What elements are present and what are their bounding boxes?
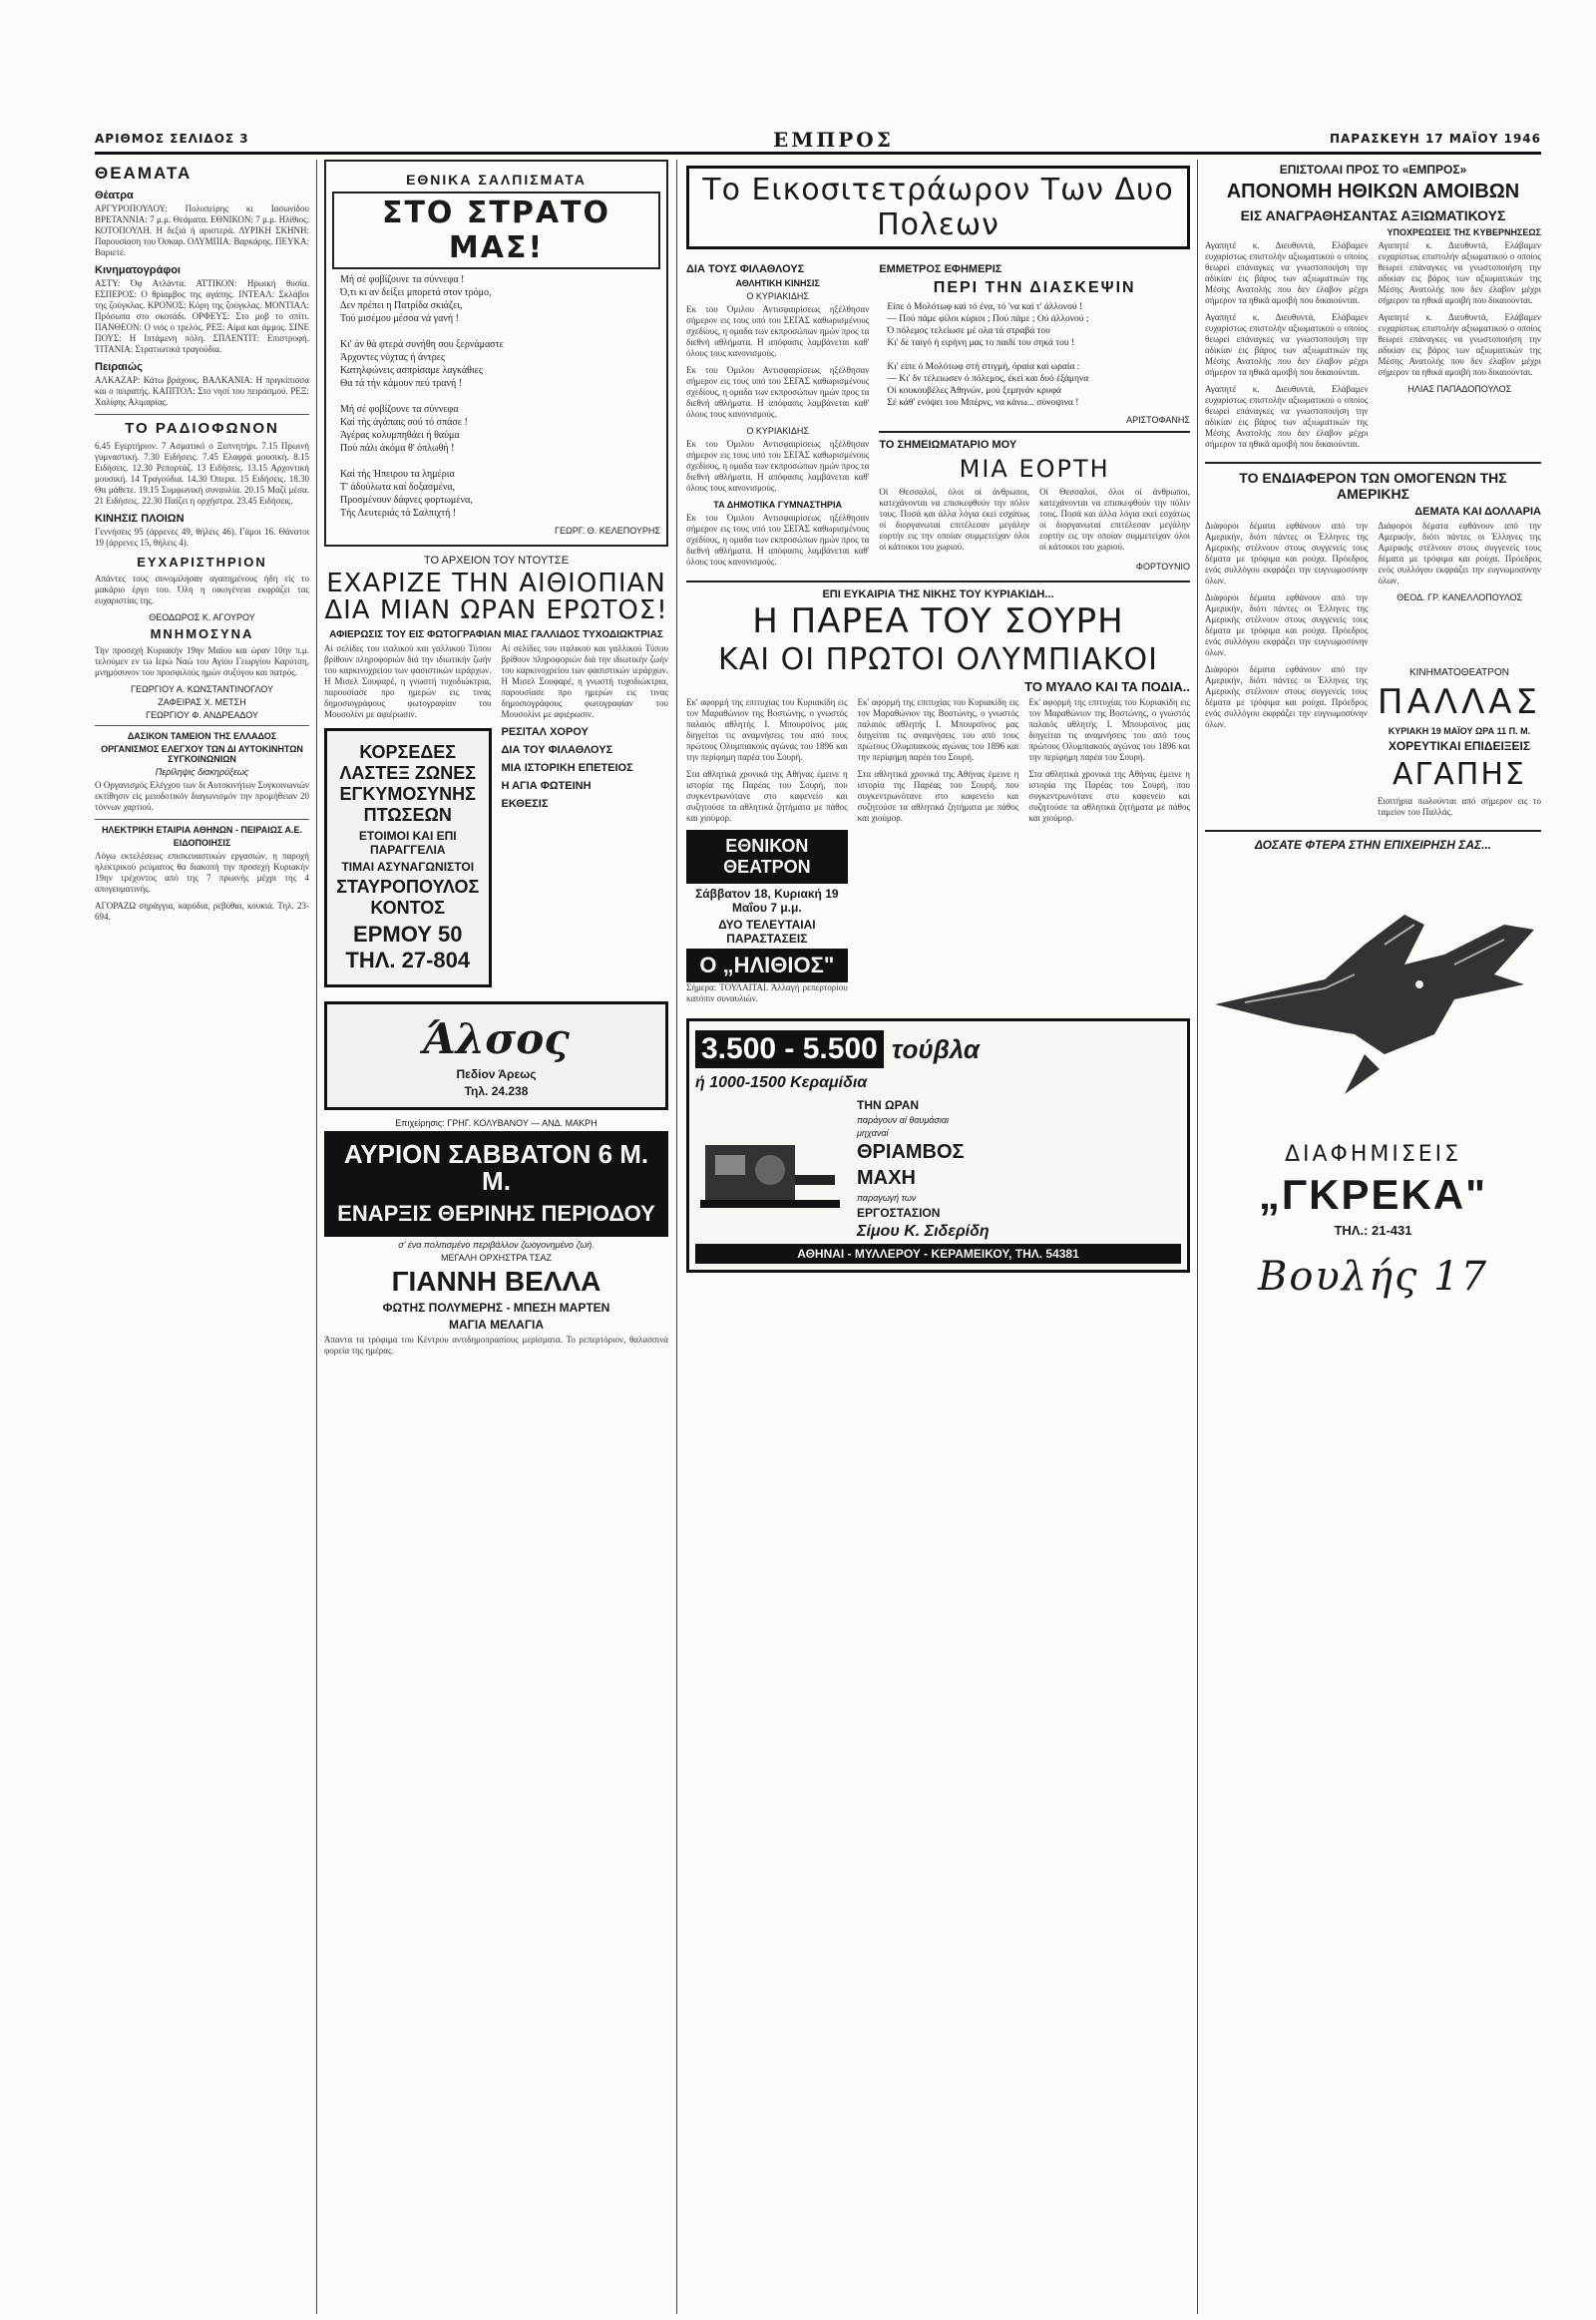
memorial-signature: ΖΑΦΕΙΡΑΣ Χ. ΜΕΤΣΗ <box>158 697 246 707</box>
sports-text: Εκ του Όμιλου Αντισφαιρίσεως ηξέλθησαν σήμερον εις τους υπό του ΣΕΓΑΣ καθωρισμένους σχεδίους, η ομαδα των εκπροσώπων ημών προς τα διεθνή αθλήματα. Η απόφασις λαμβάνεται καθ' όλους τους κανονισμούς. <box>686 304 870 358</box>
theamata-heading: ΘΕΑΜΑΤΑ <box>95 164 193 183</box>
soures-company-headline: Η ΠΑΡΕΑ ΤΟΥ ΣΟΥΡΗ <box>752 601 1124 641</box>
produced-by-label: παράγουν αί θαυμάσιαι <box>857 1115 949 1126</box>
agapis-title: ΑΓΑΠΗΣ <box>1393 757 1526 792</box>
national-theatre-ad <box>686 830 848 884</box>
parcels-text: Διάφοροι δέματα εφθάνουν από την Αμερικήν, διότι πάντες οι Έλληνες της Αμερικής στέλνουν στους συγγενείς τους δέματα με τρόφιμα και ρούχα. Πρόεδρος ενός συλλόγου εκφράζει την ευγνωμοσύνην όλων. <box>1205 521 1369 585</box>
corsets-ad-prices: ΤΙΜΑΙ ΑΣΥΝΑΓΩΝΙΣΤΟΙ <box>341 859 475 874</box>
brick-ad-address: ΑΘΗΝΑΙ - ΜΥΛΛΕΡΟΥ - ΚΕΡΑΜΕΙΚΟΥ, ΤΗΛ. 54381 <box>797 1247 1079 1262</box>
feast-heading: ΜΙΑ ΕΟΡΤΗ <box>959 455 1110 483</box>
divider <box>1205 462 1541 464</box>
soures-text-5: Εκ' αφορμή της επιτυχίας του Κυριακίδη εις τον Μαραθώνιον της Βοστώνης, ο γνωστός παλαιός αθλητής Ι. Μπουρσίνος μας διηγείται τις αναμνήσεις του από τους πρώτους Ολυμπιακούς αγώνας του 1896 και την περίφημη παρέα του Σουρή. <box>1028 697 1190 763</box>
piraeus-text: ΑΛΚΑΖΑΡ: Κάτω βράχους. ΒΑΛΚΑΝΙΑ: Η πριγκίπισσα και ο πειρατής. ΚΑΠΙΤΟΛ: Στο νησί του πειρασμού. ΡΕΞ: Χαλίφης Αλιμαρίας. <box>95 375 309 407</box>
poem-box <box>324 160 668 547</box>
last-performances: ΔΥΟ ΤΕΛΕΥΤΑΙΑΙ ΠΑΡΑΣΤΑΣΕΙΣ <box>718 918 816 947</box>
awards-headline: ΑΠΟΝΟΜΗ ΗΘΙΚΩΝ ΑΜΟΙΒΩΝ <box>1226 181 1520 202</box>
national-theatre-title: ΕΘΝΙΚΟΝ ΘΕΑΤΡΟΝ <box>723 836 811 878</box>
column-rule <box>676 160 677 2314</box>
conference-author: ΑΡΙΣΤΟΦΑΝΗΣ <box>1126 415 1190 425</box>
classified-ad: ΑΓΟΡΑΖΩ σηράγγια, καρύδια, ρεβύθια, κουκιά. Τηλ. 23-694. <box>95 901 309 922</box>
dance-shows: ΧΟΡΕΥΤΙΚΑΙ ΕΠΙΔΕΙΞΕΙΣ <box>1388 739 1531 753</box>
corsets-ad-ready: ΕΤΟΙΜΟΙ ΚΑΙ ΕΠΙ ΠΑΡΑΓΓΕΛΙΑ <box>358 828 457 857</box>
parcels-signature: ΘΕΟΔ. ΓΡ. ΚΑΝΕΛΛΟΠΟΥΛΟΣ <box>1396 592 1523 602</box>
piraeus-subheading: Πειραιώς <box>95 361 143 373</box>
twentyfour-hours-banner <box>686 166 1190 249</box>
to-our-army-title: ΣΤΟ ΣΤΡΑΤΟ ΜΑΣ! <box>332 192 660 269</box>
simos-sideridis: Σίμου Κ. Σιδερίδη <box>857 1223 990 1241</box>
alsos-title: Άλσος <box>423 1013 570 1063</box>
cinemas-text: ΑΣΤΥ: Όφ Ατλάντα. ΑΤΤΙΚΟΝ: Ηρωική θυσία. ΕΣΠΕΡΟΣ: Ο θρίαμβος της αγάπης. ΙΝΤΕΑΛ: Σκλάβοι της ζούγκλας. ΚΡΟΝΟΣ: Κόρη της ζούγκλας. ΜΟΝΤΙΑΛ: Πρόσωπα στο σκοτάδι. ΟΡΦΕΥΣ: Στο μοβ το σπίτι. ΠΑΝΘΕΟΝ: Ο νιός ο τρελός. ΡΕΞ: Αίμα και άμμος. ΣΙΝΕ ΠΟΥΣ: Η Ιπτάμενη πόλη. ΣΠΛΕΝΤΙΤ: Επιστροφή. ΤΙΤΑΝΙΑ: Στρατιωτικά τραγούδια. <box>95 278 309 354</box>
column-right <box>1205 160 1541 2314</box>
brick-machine-ad <box>686 1018 1190 1273</box>
pallas-title: ΠΑΛΛΑΣ <box>1377 682 1541 722</box>
column-rule <box>316 160 317 2314</box>
soures-text-6: Στα αθλητικά χρονικά της Αθήνας έμεινε η ιστορία της Παρέας του Σουρή, που συγκεντρωνότανε στο καφενείο και συζητούσε τα αθλητικά ζητήματα με πάθος και χιούμορ. <box>1028 769 1190 824</box>
corsets-ad <box>324 728 492 987</box>
ethiopia-text-continued: Αί σελίδες του ιταλικού και γαλλικού Τύπου βρίθουν πληροφοριών διά την ιδιωτικήν ζωήν του καρκινοχρείου των φασιστικών ιεράρχων. Η Μισελ Σουφαρέ, η γνωστή τυχοδιώκτρια, παρουσίασε προ ημερών εις τινας δημοσιογράφους φωτογραφίαν του Μουσολίνι με αφιέρωσιν. <box>501 642 668 719</box>
per-hour-label: ΤΗΝ ΩΡΑΝ <box>857 1098 920 1113</box>
column-features <box>324 160 668 2314</box>
tiles-label: ή 1000-1500 Κεραμίδια <box>695 1074 868 1092</box>
memorial-signature: ΓΕΩΡΓΙΟΥ Α. ΚΩΝΣΤΑΝΤΙΝΟΓΛΟΥ <box>131 684 273 694</box>
kyriakidis-kicker: ΕΠΙ ΕΥΚΑΙΡΙΑ ΤΗΣ ΝΙΚΗΣ ΤΟΥ ΚΥΡΙΑΚΙΔΗ... <box>822 588 1054 600</box>
soures-text-4: Στα αθλητικά χρονικά της Αθήνας έμεινε η ιστορία της Παρέας του Σουρή, που συγκεντρωνότανε στο καφενείο και συζητούσε τα αθλητικά ζητήματα με πάθος και χιούμορ. <box>857 769 1019 824</box>
memorial-signature: ΓΕΩΡΓΙΟΥ Φ. ΑΝΔΡΕΑΔΟΥ <box>146 710 258 720</box>
summer-season-start: ΕΝΑΡΞΙΣ ΘΕΡΙΝΗΣ ΠΕΡΙΟΔΟΥ <box>337 1201 655 1227</box>
parcels-text-2: Διάφοροι δέματα εφθάνουν από την Αμερικήν, διότι πάντες οι Έλληνες της Αμερικής στέλνουν στους συγγενείς τους δέματα με τρόφιμα και ρούχα. Πρόεδρος ενός συλλόγου εκφράζει την ευγνωμοσύνην όλων. <box>1205 592 1369 657</box>
exhibition-heading: ΕΚΘΕΣΙΣ <box>501 797 549 810</box>
magia-melagia: ΜΑΓΙΑ ΜΕΛΑΓΙΑ <box>448 1318 545 1333</box>
page-number-label: ΑΡΙΘΜΟΣ ΣΕΛΙΔΟΣ 3 <box>95 132 249 146</box>
twentyfour-hours-title: Το Εικοσιτετράωρον Των Δυο Πολεων <box>702 173 1174 242</box>
letters-text-4: Αγαπητέ κ. Διευθυντά, Ελάβαμεν ευχαρίστως επιστολήν αξιωματικού ο οποίος θεωρεί επάναγκες να γνωστοποιήση την αδικίαν εις βάρος των αξιωματικών της Μέσης Ανατολής που δεν έλαβον μέχρι σήμερον τα ηθικά αμοιβή που δικαιούνται. <box>1378 240 1541 305</box>
soures-text-2: Στα αθλητικά χρονικά της Αθήνας έμεινε η ιστορία της Παρέας του Σουρή, που συγκεντρωνότανε στο καφενείο και συζητούσε τα αθλητικά ζητήματα με πάθος και χιούμορ. <box>686 769 848 824</box>
letters-text-2: Αγαπητέ κ. Διευθυντά, Ελάβαμεν ευχαρίστως επιστολήν αξιωματικού ο οποίος θεωρεί επάναγκες να γνωστοποιήση την αδικίαν εις βάρος των αξιωματικών της Μέσης Ανατολής που δεν έλαβον μέχρι σήμερον τα ηθικά αμοιβή που δικαιούνται. <box>1205 312 1369 377</box>
idiot-box <box>686 949 848 982</box>
notebook-label: ΤΟ ΣΗΜΕΙΩΜΑΤΑΡΙΟ ΜΟΥ <box>879 439 1017 451</box>
conference-heading: ΠΕΡΙ ΤΗΝ ΔΙΑΣΚΕΨΙΝ <box>933 279 1136 296</box>
factory-label: ΕΡΓΟΣΤΑΣΙΟΝ <box>857 1206 941 1221</box>
national-calls-heading: ΕΘΝΙΚΑ ΣΑΛΠΙΣΜΑΤΑ <box>406 172 587 188</box>
parcels-text-4: Διάφοροι δέματα εφθάνουν από την Αμερικήν, διότι πάντες οι Έλληνες της Αμερικής στέλνουν στους συγγενείς τους δέματα με τρόφιμα και ρούχα. Πρόεδρος ενός συλλόγου εκφράζει την ευγνωμοσύνην όλων. <box>1205 664 1368 729</box>
feast-text-2: Οί Θεσσαλοί, όλοι οί άνθρωποι, κατεχάνονται να επισκεφθούν την πόλιν τους. Ποσά και άλλα λόγια εκεί εσχάτως οί διοργανωταί επιτέλεσαν μεγάλην εορτήν εις την οποίαν συμμετείχαν όλοι οί κάτοικοι του χωριού. <box>1039 487 1190 552</box>
mind-and-legs-subheading: ΤΟ ΜΥΑΛΟ ΚΑΙ ΤΑ ΠΟΔΙΑ.. <box>1024 679 1190 695</box>
advertisements-label: ΔΙΑΦΗΜΙΣΕΙΣ <box>1284 1142 1462 1167</box>
verse-newspaper-label: ΕΜΜΕΤΡΟΣ ΕΦΗΜΕΡΙΣ <box>879 263 1002 275</box>
theatra-text: ΑΡΓΥΡΟΠΟΥΛΟΥ: Πολυπείρης κι Ιασωνίδου ΒΡΕΤΑΝΝΙΑ: 7 μ.μ. Θεάματα. ΕΘΝΙΚΟΝ: 7 μ.μ. Ηλίθιος. ΚΟΤΟΠΟΥΛΗ. Η δεξιά ή αριστερά. ΛΥΡΙΚΗ ΣΚΗΝΗ: Παρουσίαση του Όσκαρ. ΟΛΥΜΠΙΑ: Βαρκάρης. ΠΕΥΚΑ: Βαριετέ. <box>95 203 309 257</box>
ethiopia-headline: ΕΧΑΡΙΖΕ ΤΗΝ ΑΙΘΙΟΠΙΑΝ ΔΙΑ ΜΙΑΝ ΩΡΑΝ ΕΡΩΤΟΣ! <box>324 569 668 626</box>
idiot-title: Ο „ΗΛΙΘΙΟΣ" <box>699 953 835 978</box>
column-listings <box>95 160 309 2314</box>
soures-text: Εκ' αφορμή της επιτυχίας του Κυριακίδη εις τον Μαραθώνιον της Βοστώνης, ο γνωστός παλαιός αθλητής Ι. Μπουρσίνος μας διηγείται τις αναμνήσεις του από τους πρώτους Ολυμπιακούς αγώνας του 1896 και την περίφημη παρέα του Σουρή. <box>686 697 848 763</box>
brick-machine-icon <box>695 1115 845 1225</box>
divider <box>95 414 309 415</box>
cinema-theatre-label: ΚΙΝΗΜΑΤΟΘΕΑΤΡΟΝ <box>1408 667 1509 678</box>
letters-signature: ΗΛΙΑΣ ΠΑΠΑΔΟΠΟΥΛΟΣ <box>1407 384 1512 394</box>
management-label: Επιχείρησις: ΓΡΗΓ. ΚΟΛΥΒΑΝΟΥ — ΑΝΔ. ΜΑΚΡΗ <box>395 1117 598 1128</box>
column-rule <box>1197 160 1198 2314</box>
give-wings-slogan: ΔΟΣΑΤΕ ΦΤΕΡΑ ΣΤΗΝ ΕΠΙΧΕΙΡΗΣΗ ΣΑΣ... <box>1254 838 1492 852</box>
electric-notice-text: Λόγω εκτελέσεως επισκευαστικών εργασιών, η παροχή ηλεκτρικού ρεύματος θα διακοπή την προσεχή Κυριακήν 19ην τρέχοντος από της 7 πρωινής μέχρι της 4 απογευματινής. <box>95 851 309 894</box>
corsets-ad-brand: ΣΤΑΥΡΟΠΟΥΛΟΣ ΚΟΝΤΟΣ <box>336 876 480 918</box>
greka-address: Βουλής 17 <box>1257 1254 1489 1300</box>
letters-text-3: Αγαπητέ κ. Διευθυντά, Ελάβαμεν ευχαρίστως επιστολήν αξιωματικού ο οποίος θεωρεί επάναγκες να γνωστοποιήση την αδικίαν εις βάρος των αξιωματικών της Μέσης Ανατολής που δεν έλαβον μέχρι σήμερον τα ηθικά αμοιβή που δικαιούνται. <box>1205 384 1369 449</box>
parcels-text-3: Διάφοροι δέματα εφθάνουν από την Αμερικήν, διότι πάντες οι Έλληνες της Αμερικής στέλνουν στους συγγενείς τους δέματα με τρόφιμα και ρούχα. Πρόεδρος ενός συλλόγου εκφράζει την ευγνωμοσύνην όλων. <box>1378 521 1541 585</box>
machines-label: μηχαναί <box>857 1128 889 1139</box>
for-fans-label: ΔΙΑ ΤΟΥΣ ΦΙΛΑΘΛΟΥΣ <box>686 263 805 275</box>
divider <box>1205 830 1541 832</box>
greka-title: „ΓΚΡΕΚΑ" <box>1258 1171 1488 1218</box>
kyriakidis-subheading: Ο ΚΥΡΙΑΚΙΔΗΣ <box>746 291 809 301</box>
parcels-subheading: ΔΕΜΑΤΑ ΚΑΙ ΔΟΛΛΑΡΙΑ <box>1414 506 1541 518</box>
agia-fotini-heading: Η ΑΓΙΑ ΦΩΤΕΙΝΗ <box>501 779 592 792</box>
feast-author: ΦΟΡΤΟΥΝΙΟ <box>1135 562 1190 572</box>
first-olympics-headline: ΚΑΙ ΟΙ ΠΡΩΤΟΙ ΟΛΥΜΠΙΑΚΟΙ <box>718 641 1158 677</box>
poem-author: ΓΕΩΡΓ. Θ. ΚΕΛΕΠΟΥΡΗΣ <box>555 526 660 536</box>
movement-heading: ΚΙΝΗΣΙΣ ΠΛΟΙΩΝ <box>95 513 185 525</box>
ethiopia-subheading: ΑΦΙΕΡΩΣΙΣ ΤΟΥ ΕΙΣ ΦΩΤΟΓΡΑΦΙΑΝ ΜΙΑΣ ΓΑΛΛΙΔΟΣ ΤΥΧΟΔΙΩΚΤΡΙΑΣ <box>329 628 663 640</box>
expatriates-headline: ΤΟ ΕΝΔΙΑΦΕΡΟΝ ΤΩΝ ΟΜΟΓΕΝΩΝ ΤΗΣ ΑΜΕΡΙΚΗΣ <box>1239 470 1507 502</box>
tomorrow-saturday: ΑΥΡΙΟΝ ΣΑΒΒΑΤΟΝ 6 Μ. Μ. <box>343 1138 649 1196</box>
cinemas-subheading: Κινηματογράφοι <box>95 264 181 276</box>
kyriakidis-text: Εκ του Όμιλου Αντισφαιρίσεως ηξέλθησαν σήμερον εις τους υπό του ΣΕΓΑΣ καθωρισμένους σχεδίους, η ομαδα των εκπροσώπων ημών προς τα διεθνή αθλήματα. Η απόφασις λαμβάνεται καθ' όλους τους κανονισμούς. <box>686 439 870 493</box>
divider <box>95 819 309 820</box>
thanks-heading: ΕΥΧΑΡΙΣΤΗΡΙΟΝ <box>137 555 267 570</box>
jazz-orchestra: ΜΕΓΑΛΗ ΟΡΧΗΣΤΡΑ ΤΣΑΖ <box>441 1253 552 1264</box>
duce-archive-kicker: ΤΟ ΑΡΧΕΙΟΝ ΤΟΥ ΝΤΟΥΤΣΕ <box>423 555 570 567</box>
divider <box>95 725 309 726</box>
dance-recital-heading: ΡΕΣΙΤΑΛ ΧΟΡΟΥ <box>501 725 589 738</box>
conference-poem: Είπε ό Μολότωφ καί τό ένα, τό 'να καί τ' άλλονού ! — Πού πάμε φίλοι κύριοι ; Πού πάμε ; Ού άλλονού ; Ό πόλεμος τελείωσε μέ ολα τά στραβά του Κι' δε ταιγό ή ειρήνη μας το παιδί του σηκά του ! Κι' είπε ό Μολότωφ στή στιγμή, όραία καί ωραία : — Κι' δν τέλειωσεν ό πόλεμος, έκεί και δυό έξάμηνα Οί κουκουβέλες Άθηνών, μού ξεμηνάν κρυφά Σέ κάθ' ενόψει του Μπέρνς, να κάνω... σύνοψινα ! <box>887 302 1089 408</box>
alsos-phone: Τηλ. 24.238 <box>464 1083 529 1098</box>
civilized-environment: σ' ένα πολιτισμένο περιβάλλον ζωογονημένο ζωή. <box>398 1240 595 1251</box>
brick-ad-footer <box>695 1244 1181 1264</box>
organisation-heading: ΟΡΓΑΝΙΣΜΟΣ ΕΛΕΓΧΟΥ ΤΩΝ ΔΙ ΑΥΤΟΚΙΝΗΤΩΝ ΣΥΓΚΟΙΝΩΝΙΩΝ <box>101 744 303 764</box>
theatra-subheading: Θέατρα <box>95 190 134 201</box>
performers: ΦΩΤΗΣ ΠΟΛΥΜΕΡΗΣ - ΜΠΕΣΗ ΜΑΡΤΕΝ <box>382 1301 610 1316</box>
letters-text: Αγαπητέ κ. Διευθυντά, Ελάβαμεν ευχαρίστως επιστολήν αξιωματικού ο οποίος θεωρεί επάναγκες να γνωστοποιήση την αδικίαν εις βάρος των αξιωματικών της Μέσης Ανατολής που δεν έλαβον μέχρι σήμερον τα ηθικά αμοιβή που δικαιούνται. <box>1205 240 1369 305</box>
divider <box>686 580 1190 582</box>
organisation-text: Ο Οργανισμός Ελέγχου των δι Αυτοκινήτων Συγκοινωνιών εκτίθησιν είς μειοδοτικόν διαγωνισμόν την προμήθειαν 20 τόννων χαρτιού. <box>95 780 309 812</box>
national-theatre-small: Σήμερα: ΤΟΥΛΑΙΤΑΙ. Άλλαγή ρεπερτορίου κατόπιν συναυλιών. <box>686 982 848 1004</box>
gianni-vella: ΓΙΑΝΝΗ ΒΕΛΛΑ <box>391 1266 601 1298</box>
national-theatre-dates: Σάββατον 18, Κυριακή 19 Μαΐου 7 μ.μ. <box>695 887 839 916</box>
summary-subheading: Περίληψις διακηρύξεως <box>155 767 249 777</box>
production-label: παραγωγή των <box>857 1193 917 1204</box>
bricks-label: τούβλα <box>891 1033 981 1064</box>
column-center <box>686 160 1190 2314</box>
winged-bird-icon <box>1205 885 1541 1124</box>
masthead <box>95 128 1541 155</box>
kyriakidis-subheading-2: Ο ΚΥΡΙΑΚΙΔΗΣ <box>746 426 809 436</box>
corsets-ad-title: ΚΟΡΣΕΔΕΣ ΛΑΣΤΕΞ ΖΩΝΕΣ ΕΓΚΥΜΟΣΥΝΗΣ ΠΤΩΣΕΩΝ <box>339 741 477 825</box>
letters-heading: ΕΠΙΣΤΟΛΑΙ ΠΡΟΣ ΤΟ «ΕΜΠΡΟΣ» <box>1279 163 1467 177</box>
for-fans-heading: ΔΙΑ ΤΟΥ ΦΙΛΑΘΛΟΥΣ <box>501 743 613 756</box>
brick-price: 3.500 - 5.500 <box>695 1030 884 1068</box>
divider <box>879 431 1190 433</box>
machi-label: ΜΑΧΗ <box>857 1167 916 1190</box>
memorials-heading: ΜΝΗΜΟΣΥΝΑ <box>150 626 254 641</box>
thanks-text: Απάντες τους συνομίλησαν αγαπημένους ήδη είς το μακάριο έργο του. Όλη η οικογένεια εκφράζει τας ευχαριστίας της. <box>95 574 309 605</box>
alsos-subtitle: Πεδίον Άρεως <box>456 1066 537 1081</box>
notice-heading: ΕΙΔΟΠΟΙΗΣΙΣ <box>173 838 231 848</box>
poem-text: Μή σέ φοβίζουνε τα σύννεφα ! Ό,τι κι αν δείξει μπορετά στον τρόμο, Δεν πρέπει η Πατρίδα σκιάζει, Τού μισέμου μέσσα νά γανή ! Κι' άν θά φτερά συνήθη σου ξερνάμαστε Άρχοντες νύχτας ή άντρες Κατηλφώνεις ασπρίσαμε λαγκάθιες Θα τά τήν κάμουν πεύ τρανή ! Μή σέ φοβίζουνε τα σύννεφα Καί τής άγάπαις σού τό σπάσε ! Άγέρας κολυμπηθάει ή θαύμα Πού πάλι άκόμα θ' όπλωθή ! Καί τής Ήπειρου τα λημέρια Τ' άδούλωτα καί δοξασμένα, Προσμένουν δάφνες φορτωμένα, Τής Λευτεριάς τά Σαλπιχτή ! <box>340 274 504 519</box>
radio-text: 6.45 Εγερτήριον. 7 Ασματικό ο Ξυπνητήρι. 7.15 Πρωινή γυμναστική. 7.30 Ειδήσεις. 7.45 Ελαφρά μουσική. 8.15 Ειδήσεις. 12.30 Ρεπορτάζ. 13 Ειδήσεις. 13.15 Αρχοντική μουσική. 14 Τραγούδια. 14.30 Όπερα. 15 Ειδήσεις. 18.30 Θα μάθετε. 19.15 Συμφωνική συναυλία. 20.15 Μαζί μέσα. 21 Ειδήσεις. 22.30 Παίζει η ορχήστρα. 23.45 Ειδήσεις. <box>95 441 309 506</box>
greka-phone: ΤΗΛ.: 21-431 <box>1334 1223 1412 1238</box>
memorials-text: Την προσεχή Κυριακήν 19ην Μαΐου και ώραν 10ην π.μ. τελούμεν εν τω Ιερώ Ναώ του Αγίου Γεωργίου Καρύτση, μνημόσυνον του προσφιλούς ημών συζύγου και πατρός. <box>95 645 309 677</box>
officers-subheadline: ΕΙΣ ΑΝΑΓΡΑΘΗΣΑΝΤΑΣ ΑΞΙΩΜΑΤΙΚΟΥΣ <box>1240 207 1506 223</box>
gymnasiums-text: Εκ του Όμιλου Αντισφαιρίσεως ηξέλθησαν σήμερον εις τους υπό του ΣΕΓΑΣ καθωρισμένους σχεδίους, η ομαδα των εκπροσώπων ημών προς τα διεθνή αθλήματα. Η απόφασις λαμβάνεται καθ' όλους τους κανονισμούς. <box>686 513 870 567</box>
sports-heading: ΑΘΛΗΤΙΚΗ ΚΙΝΗΣΙΣ <box>735 278 820 288</box>
movement-text: Γεννήσεις 95 (άρρενες 49, θήλεις 46). Γάμοι 16. Θάνατοι 19 (άρρενες 15, θήλεις 4). <box>95 527 309 548</box>
anniversary-heading: ΜΙΑ ΙΣΤΟΡΙΚΗ ΕΠΕΤΕΙΟΣ <box>501 761 633 774</box>
paper-name: ΕΜΠΡΟΣ <box>773 128 894 152</box>
issue-date: ΠΑΡΑΣΚΕΥΗ 17 ΜΑΪΟΥ 1946 <box>1329 132 1541 146</box>
ad-footer: Άπαντα τα τρόφιμα του Κέντρου αντιδημοπρασίους μερίσματα. Το ρεπερτόριον, θαλασσινά φορεία της ημέρας. <box>324 1335 668 1356</box>
sports-text-2: Εκ του Όμιλου Αντισφαιρίσεως ηξέλθησαν σήμερον εις τους υπό του ΣΕΓΑΣ καθωρισμένους σχεδίους, η ομαδα των εκπροσώπων ημών προς τα διεθνή αθλήματα. Η απόφασις λαμβάνεται καθ' όλους τους κανονισμούς. <box>686 365 870 419</box>
soures-text-3: Εκ' αφορμή της επιτυχίας του Κυριακίδη εις τον Μαραθώνιον της Βοστώνης, ο γνωστός παλαιός αθλητής Ι. Μπουρσίνος μας διηγείται τις αναμνήσεις του από τους πρώτους Ολυμπιακούς αγώνας του 1896 και την περίφημη παρέα του Σουρή. <box>857 697 1019 763</box>
radio-heading: ΤΟ ΡΑΔΙΟΦΩΝΟΝ <box>125 420 279 437</box>
ethiopia-text: Αί σελίδες του ιταλικού και γαλλικού Τύπου βρίθουν πληροφοριών διά την ιδιωτικήν ζωήν του καρκινοχρείου των φασιστικών ιεράρχων. Η Μισελ Σουφαρέ, η γνωστή τυχοδιώκτρια, παρουσίασε προ ημερών εις τινας δημοσιογράφους φωτογραφίαν του Μουσολίνι με αφιέρωσιν. <box>324 642 492 719</box>
electric-company-heading: ΗΛΕΚΤΡΙΚΗ ΕΤΑΙΡΙΑ ΑΘΗΝΩΝ - ΠΕΙΡΑΙΩΣ Α.Ε. <box>101 825 303 835</box>
feast-text: Οί Θεσσαλοί, όλοι οί άνθρωποι, κατεχάνονται να επισκεφθούν την πόλιν τους. Ποσά και άλλα λόγια εκεί εσχάτως οί διοργανωταί επιτέλεσαν μεγάλην εορτήν εις την οποίαν συμμετείχαν όλοι οί κάτοικοι του χωριού. <box>879 487 1030 552</box>
thanks-signature: ΘΕΟΔΩΡΟΣ Κ. ΑΓΟΥΡΟΥ <box>149 612 255 622</box>
government-obligations: ΥΠΟΧΡΕΩΣΕΙΣ ΤΗΣ ΚΥΒΕΡΝΗΣΕΩΣ <box>1387 227 1541 237</box>
thriamvos-label: ΘΡΙΑΜΒΟΣ <box>857 1141 965 1164</box>
corsets-ad-address: ΕΡΜΟΥ 50 ΤΗΛ. 27-804 <box>345 921 471 972</box>
pallas-text: Εισιτήρια πωλούνται από σήμερον εις το ταμείον του Παλλάς. <box>1377 796 1541 817</box>
pallas-date: ΚΥΡΙΑΚΗ 19 ΜΑΪΟΥ ΩΡΑ 11 Π. Μ. <box>1388 726 1531 736</box>
letters-text-5: Αγαπητέ κ. Διευθυντά, Ελάβαμεν ευχαρίστως επιστολήν αξιωματικού ο οποίος θεωρεί επάναγκες να γνωστοποιήση την αδικίαν εις βάρος των αξιωματικών της Μέσης Ανατολής που δεν έλαβον μέχρι σήμερον τα ηθικά αμοιβή που δικαιούνται. <box>1378 312 1541 377</box>
gymnasiums-heading: ΤΑ ΔΗΜΟΤΙΚΑ ΓΥΜΝΑΣΤΗΡΙΑ <box>713 500 843 510</box>
alsos-ad <box>324 1001 668 1110</box>
forest-fund-heading: ΔΑΣΙΚΟΝ ΤΑΜΕΙΟΝ ΤΗΣ ΕΛΛΑΔΟΣ <box>127 731 277 741</box>
summer-season-ad <box>324 1131 668 1238</box>
